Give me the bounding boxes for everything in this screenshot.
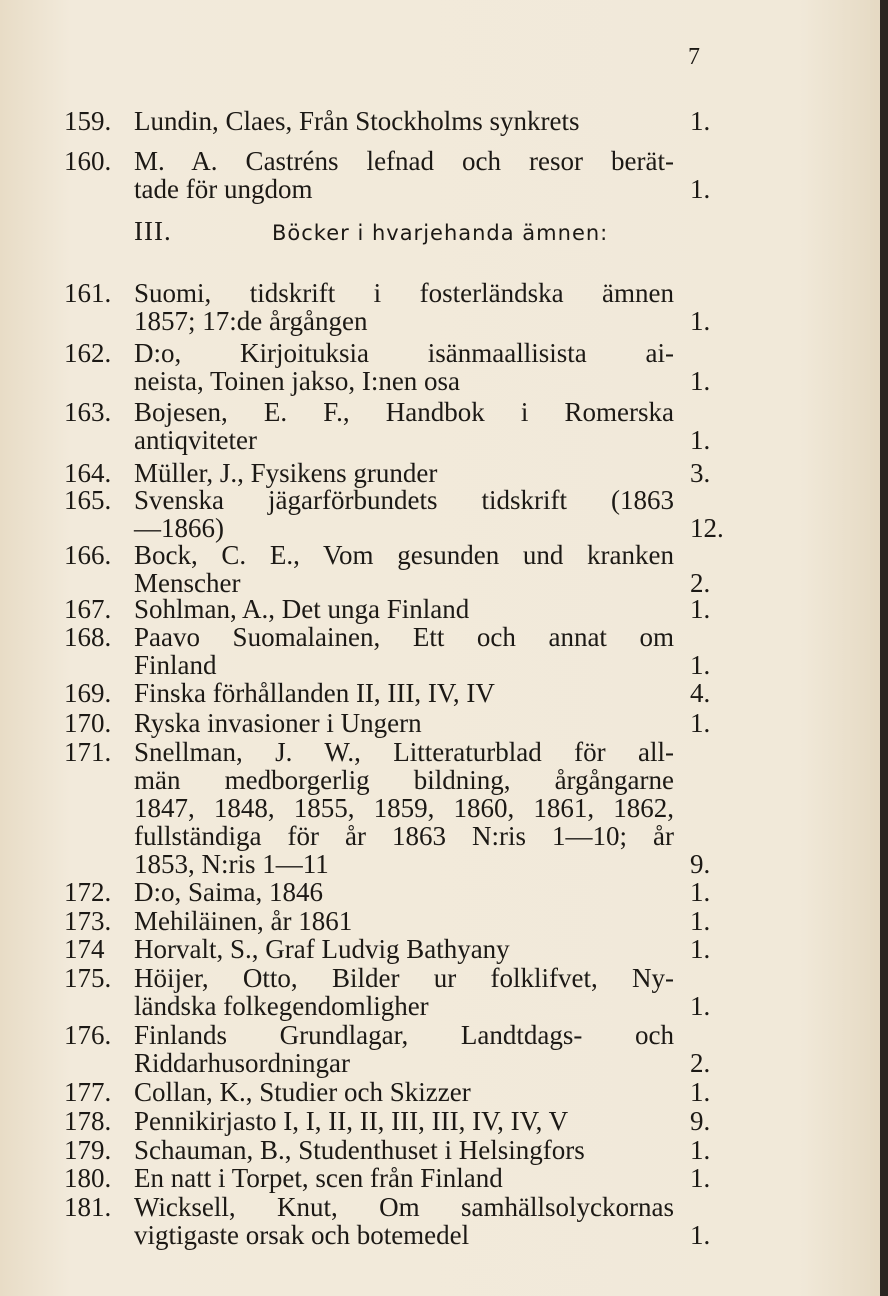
page-number: 7 xyxy=(688,44,700,70)
entry-title-line: Bojesen, E. F., Handbok i Romerska xyxy=(134,397,674,427)
entry-number: 167. xyxy=(64,594,112,624)
entry-title-line: Ryska invasioner i Ungern xyxy=(134,708,422,738)
entry-quantity: 3. xyxy=(690,458,711,488)
entry-title-line: 1847, 1848, 1855, 1859, 1860, 1861, 1862, xyxy=(134,793,674,823)
entry-title-line: Finland xyxy=(134,650,217,680)
entry-number: 178. xyxy=(64,1106,112,1136)
entry-title-line: En natt i Torpet, scen från Finland xyxy=(134,1163,503,1193)
entry-title-line: Bock, C. E., Vom gesunden und kranken xyxy=(134,540,674,570)
entry-number: 174 xyxy=(64,934,105,964)
entry-title-line: Schauman, B., Studenthuset i Helsingfors xyxy=(134,1135,585,1165)
entry-title-line: Finska förhållanden II, III, IV, IV xyxy=(134,678,495,708)
entry-title-line: antiqviteter xyxy=(134,425,257,455)
entry-title-line: Suomi, tidskrift i fosterländska ämnen xyxy=(134,278,674,308)
entry-title-line: 1857; 17:de årgången xyxy=(134,306,368,336)
entry-quantity: 1. xyxy=(690,877,711,907)
entry-quantity: 12. xyxy=(690,513,724,543)
entry-title-line: fullständiga för år 1863 N:ris 1—10; år xyxy=(134,821,674,851)
entry-number: 181. xyxy=(64,1192,112,1222)
entry-title-line: —1866) xyxy=(134,513,224,543)
entry-quantity: 2. xyxy=(690,1048,711,1078)
entry-number: 166. xyxy=(64,540,112,570)
entry-title-line: 1853, N:ris 1—11 xyxy=(134,849,329,879)
entry-quantity: 1. xyxy=(690,366,711,396)
entry-quantity: 1. xyxy=(690,174,711,204)
entry-quantity: 1. xyxy=(690,650,711,680)
entry-quantity: 1. xyxy=(690,1163,711,1193)
page-edge xyxy=(880,0,888,1296)
entry-number: 180. xyxy=(64,1163,112,1193)
entry-number: 176. xyxy=(64,1020,112,1050)
entry-title-line: Müller, J., Fysikens grunder xyxy=(134,458,438,488)
entry-title-line: Finlands Grundlagar, Landtdags- och xyxy=(134,1020,674,1050)
entry-number: 177. xyxy=(64,1077,112,1107)
entry-title-line: tade för ungdom xyxy=(134,174,313,204)
entry-title-line: Menscher xyxy=(134,568,241,598)
entry-number: 168. xyxy=(64,622,112,652)
entry-number: 162. xyxy=(64,338,112,368)
section-title: Böcker i hvarjehanda ämnen: xyxy=(272,221,609,245)
entry-title-line: Paavo Suomalainen, Ett och annat om xyxy=(134,622,674,652)
entry-quantity: 1. xyxy=(690,906,711,936)
entry-number: 159. xyxy=(64,106,112,136)
entry-number: 175. xyxy=(64,963,112,993)
entry-quantity: 1. xyxy=(690,1220,711,1250)
entry-title-line: M. A. Castréns lefnad och resor berät- xyxy=(134,146,674,176)
entry-quantity: 2. xyxy=(690,568,711,598)
entry-quantity: 4. xyxy=(690,678,711,708)
entry-quantity: 1. xyxy=(690,425,711,455)
entry-quantity: 1. xyxy=(690,934,711,964)
entry-title-line: neista, Toinen jakso, I:nen osa xyxy=(134,366,461,396)
entry-title-line: män medborgerlig bildning, årgångarne xyxy=(134,765,674,795)
entry-quantity: 9. xyxy=(690,1106,711,1136)
entry-number: 172. xyxy=(64,877,112,907)
entry-title-line: Mehiläinen, år 1861 xyxy=(134,906,353,936)
entry-title-line: Collan, K., Studier och Skizzer xyxy=(134,1077,471,1107)
entry-title-line: Lundin, Claes, Från Stockholms synkrets xyxy=(134,106,580,136)
entry-number: 163. xyxy=(64,397,112,427)
entry-quantity: 9. xyxy=(690,849,711,879)
entry-number: 169. xyxy=(64,678,112,708)
entry-title-line: D:o, Saima, 1846 xyxy=(134,877,323,907)
section-numeral: III. xyxy=(134,216,172,246)
entry-title-line: Horvalt, S., Graf Ludvig Bathyany xyxy=(134,934,510,964)
entry-title-line: Höijer, Otto, Bilder ur folklifvet, Ny- xyxy=(134,963,674,993)
entry-quantity: 1. xyxy=(690,306,711,336)
entry-number: 173. xyxy=(64,906,112,936)
entry-title-line: Wicksell, Knut, Om samhällsolyckornas xyxy=(134,1192,674,1222)
entry-quantity: 1. xyxy=(690,594,711,624)
entry-title-line: Svenska jägarförbundets tidskrift (1863 xyxy=(134,485,674,515)
entry-quantity: 1. xyxy=(690,1135,711,1165)
entry-title-line: Sohlman, A., Det unga Finland xyxy=(134,594,470,624)
entry-title-line: vigtigaste orsak och botemedel xyxy=(134,1220,470,1250)
entry-title-line: Snellman, J. W., Litteraturblad för all- xyxy=(134,737,674,767)
entry-number: 170. xyxy=(64,708,112,738)
entry-number: 165. xyxy=(64,485,112,515)
entry-number: 171. xyxy=(64,737,112,767)
entry-title-line: ländska folkegendomligher xyxy=(134,991,429,1021)
entry-quantity: 1. xyxy=(690,106,711,136)
entry-number: 161. xyxy=(64,278,112,308)
entry-quantity: 1. xyxy=(690,708,711,738)
entry-number: 164. xyxy=(64,458,112,488)
entry-number: 179. xyxy=(64,1135,112,1165)
entry-number: 160. xyxy=(64,146,112,176)
entry-title-line: D:o, Kirjoituksia isänmaallisista ai- xyxy=(134,338,674,368)
entry-title-line: Pennikirjasto I, I, II, II, III, III, IV, IV, V xyxy=(134,1106,569,1136)
entry-quantity: 1. xyxy=(690,1077,711,1107)
entry-quantity: 1. xyxy=(690,991,711,1021)
entry-title-line: Riddarhusordningar xyxy=(134,1048,350,1078)
